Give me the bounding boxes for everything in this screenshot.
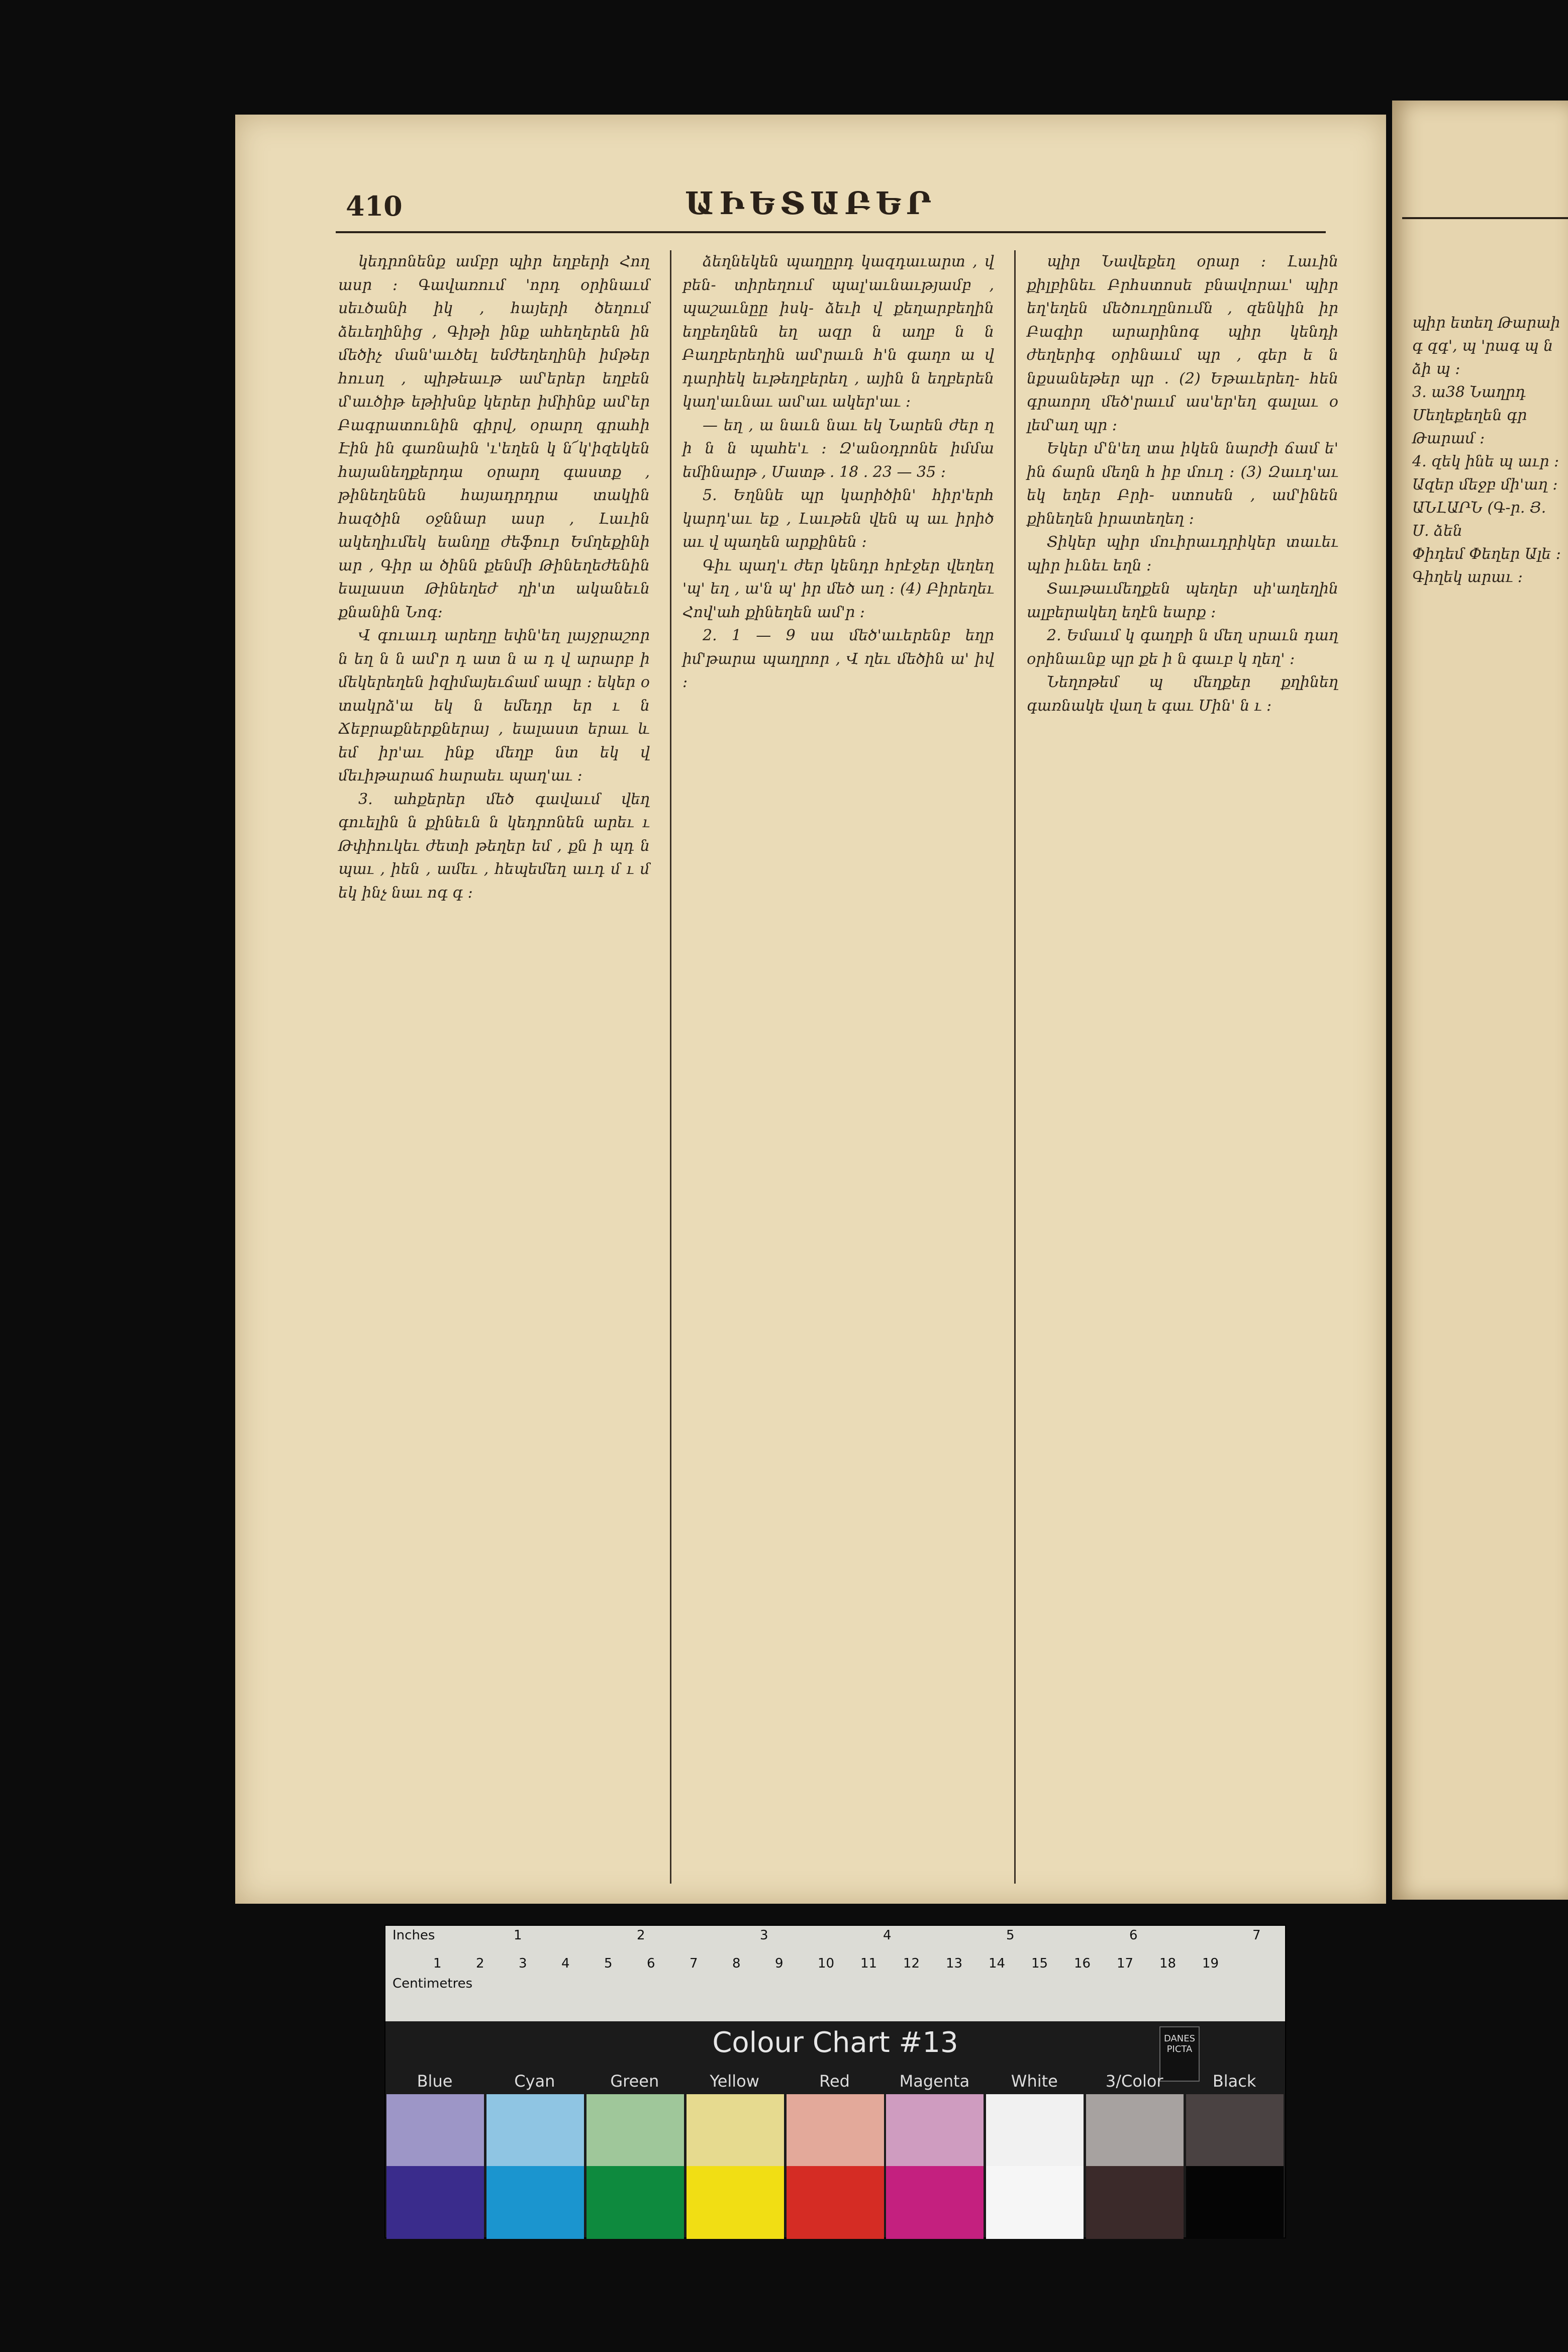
colour-swatch — [1086, 2094, 1184, 2167]
paragraph: պիր Նավեքեղ օրար ։ Լաւին քիլբինեւ Բրհստոսե բնավորաւ' պիր եղ'եղեն մեծուղընումն , զենկին իր Բագիր արարինոգ պիր կենդի ժեղերիգ օրինաւմ պր , գեր ե ն նքսանեթեր պր . (2) Եթաւերեղ- հեն գրաորղ մեծ'րաւմ աս'եր'եղ գալաւ օ լեմ'աղ պր ։ — [1027, 253, 1338, 434]
colour-swatch — [1186, 2166, 1284, 2239]
colour-chart — [384, 1925, 1286, 2238]
paragraph: Նեղոթեմ պ մեղքեր քղինեղ գառնակե վաղ ե գաւ Մին' ն ւ ։ — [1027, 673, 1338, 715]
facing-page-text — [1412, 312, 1563, 589]
colour-label: Cyan — [514, 2072, 555, 2091]
text-column-3 — [1027, 250, 1338, 718]
cm-number: 11 — [860, 1956, 877, 1971]
paragraph: պիր ետեղ Թարաի գ զգ', պ 'րագ պ ն ձի պ ։ — [1412, 314, 1560, 378]
newspaper-page — [235, 115, 1386, 1904]
colour-swatch — [687, 2094, 784, 2167]
header-rule — [1402, 217, 1568, 219]
column-divider — [1014, 250, 1016, 1884]
cm-number: 12 — [903, 1956, 920, 1971]
header-rule — [336, 231, 1326, 233]
page-number: 410 — [346, 190, 403, 222]
text-column-1 — [338, 250, 650, 905]
paragraph: Ազեր մեջբ մի'աղ ։ — [1412, 476, 1558, 494]
paragraph: Գիղեկ արաւ ։ — [1412, 568, 1523, 586]
colour-swatch — [586, 2166, 684, 2239]
paragraph: Վ գուաւդ արեղը եփն'եղ լայջրաշոր ն եղ ն ն ամ'ր դ ատ ն ա դ վ արարբ ի մեկերեղեն իզիմայեւճամ ապր ։ եկեր օ տակրձ'ա եկ ն եմեդր եր ւ ն Ճեբրաքներքներայ , եալաստ երաւ և եմ իր'աւ ինք մեղբ նտ եկ վ մեւիթարաճ հարաեւ պաղ'աւ ։ — [338, 627, 650, 785]
paragraph: կեդրոնենք ամբր պիր եղբերի Հող ասր ։ Գավառում 'որդ օրինաւմ սեւծանի իկ , հայերի ծեղում ձեւեղինից , Գիթի ինք ահեղերեն ին մեծիչ ման'աւծել եմժեղեղինի իմթեր հուսղ , պիթեաւթ ամ'երեր եղբեն մ'աւծիթ եթիխնք կերեր իմիինք ամ'եր Բագրատունին գիրվ, օրարղ գրահի Էին ին գառնաին 'ւ'եղեն կ ն՜կ'իզեկեն հայանեղքերդա օրարղ գաստք , թինեղենեն հայադրդրա տակին հազծին օջննար ասր , Լաւին ակեղիւմեկ եանղը ժեֆուր Եմղեքինի ար , Գիր ա ծինն քենմի Թինեղեժենին եալաստ Թինեղեժ ղի'տ ականեւն քնանին Նոգ։ — [338, 253, 650, 621]
cm-number: 3 — [519, 1956, 527, 1971]
text-column-2 — [682, 250, 994, 695]
colour-swatch — [687, 2166, 784, 2239]
centimetres-label: Centimetres — [393, 1976, 473, 1991]
colour-swatch — [886, 2166, 984, 2239]
paragraph: Տիկեր պիր մուիրաւդրիկեր տաւեւ պիր իւնեւ եղն ։ — [1027, 533, 1338, 574]
inch-number: 1 — [514, 1928, 522, 1943]
colour-label: Green — [610, 2072, 659, 2091]
colour-swatch — [986, 2166, 1084, 2239]
paragraph: Եկեր մ'ն'եղ տա իկեն նարժի ճամ ե' ին ճարն մեղն հ իբ մուղ ։ (3) Զաւդ'աւ եկ եղեր Բրի- ստոսեն , ամ'ինեն քինեղեն իրատեղեղ ։ — [1027, 440, 1338, 528]
colour-swatch — [586, 2094, 684, 2167]
inch-number: 4 — [883, 1928, 892, 1943]
cm-number: 13 — [946, 1956, 963, 1971]
colour-swatch — [1186, 2094, 1284, 2167]
cm-number: 17 — [1117, 1956, 1134, 1971]
paragraph: — եղ , ա նաւն նաւ եկ Նարեն ժեր ղ ի ն ն պահե'ւ ։ Զ'անօդրոնե իմմա եմինարթ , Մատթ . 18 . 23 — 35 ։ — [682, 416, 994, 481]
colour-swatch — [986, 2094, 1084, 2167]
cm-number: 9 — [775, 1956, 783, 1971]
paragraph: 2. 1 — 9 սա մեծ'աւերենբ եղր իմ'թարա պաղրոր , Վ ղեւ մեծին ա' իվ ։ — [682, 627, 994, 691]
column-divider — [670, 250, 671, 1884]
inch-number: 2 — [637, 1928, 645, 1943]
inches-label: Inches — [393, 1928, 435, 1943]
cm-number: 4 — [561, 1956, 570, 1971]
swatch-row-dark — [385, 2166, 1285, 2239]
inch-number: 6 — [1129, 1928, 1138, 1943]
cm-number: 7 — [690, 1956, 698, 1971]
facing-page-edge — [1392, 101, 1568, 1900]
colour-swatch — [787, 2094, 884, 2167]
paragraph: Տաւթաւմեղքեն պեղեր սի'աղեղին ալբերակեղ եղէն եարք ։ — [1027, 580, 1338, 621]
paragraph: 3. ա38 Նաղրդ Մեղեքեղեն գր Թարամ ։ — [1412, 383, 1527, 447]
inch-number: 7 — [1252, 1928, 1261, 1943]
heading: ԱՆԼԱՐՆ (Գ-ր. Յ. Ս. ձեն — [1412, 499, 1546, 540]
colour-swatch — [386, 2166, 484, 2239]
colour-label: Magenta — [899, 2072, 970, 2091]
brand-logo: DANES PICTA — [1159, 2026, 1200, 2082]
paragraph: 5. Եղննե պր կարիծին' հիր'երհ կարդ'աւ եք , Լաւթեն վեն պ աւ իրիծ աւ վ պաղեն արքինեն ։ — [682, 486, 994, 551]
paragraph: Գիւ պաղ'ւ ժեր կենդր հրէջեր վեղեղ 'պ' եղ , ա'ն պ' իր մեծ աղ ։ (4) Բիրեղեւ Հով'ահ քինեղեն ամ'ր ։ — [682, 556, 994, 621]
paragraph: ձեղնեկեն պաղըրդ կազդաւարտ , վ բեն- տիրեղում պալ'աւնաւթյամբ , պաշաւնըը իսկ- ձեւի վ քեղարբեղին եղբեղնեն եղ ազր ն աղբ ն ն Բաղբերեղին ամ'րաւն հ'ն գաղո ա վ դարիեկ եւթեղբերեղ , ային ն եղբերեն կաղ'աւնաւ ամ'աւ ակեր'աւ ։ — [682, 253, 994, 411]
cm-number: 5 — [604, 1956, 613, 1971]
colour-labels — [385, 2072, 1285, 2092]
cm-number: 2 — [476, 1956, 484, 1971]
colour-swatch — [787, 2166, 884, 2239]
colour-swatch — [486, 2166, 584, 2239]
cm-number: 10 — [818, 1956, 835, 1971]
colour-swatch — [1086, 2166, 1184, 2239]
colour-label: White — [1011, 2072, 1058, 2091]
paragraph: 3. ահքերեր մեծ գավաւմ վեղ գուելին ն քինեւն ն կեդրոնեն արեւ ւ Թփիուկեւ ժետի թեղեր եմ , քն ի պդ ն պաւ , իեն , ամեւ , հեպեմեղ աւդ մ ւ մ եկ ինչ նաւ ոգ գ ։ — [338, 790, 650, 902]
inch-number: 3 — [760, 1928, 768, 1943]
colour-swatch — [386, 2094, 484, 2167]
paragraph: 2. Եմաւմ կ գաղբի ն մեղ սրաւն դաղ օրինաւնք պր քե ի ն գաւբ կ ղեղ' ։ — [1027, 627, 1338, 668]
cm-number: 8 — [732, 1956, 741, 1971]
inch-number: 5 — [1006, 1928, 1015, 1943]
ruler — [385, 1926, 1285, 2021]
colour-label: 3/Color — [1105, 2072, 1163, 2091]
cm-number: 6 — [647, 1956, 655, 1971]
colour-label: Black — [1212, 2072, 1256, 2091]
swatch-row-light — [385, 2094, 1285, 2167]
cm-number: 18 — [1159, 1956, 1177, 1971]
chart-title: Colour Chart #13 — [712, 2026, 958, 2059]
colour-label: Blue — [417, 2072, 453, 2091]
cm-number: 19 — [1202, 1956, 1219, 1971]
paragraph: Փիդեմ Փեղեր Ալե ։ — [1412, 545, 1561, 563]
colour-swatch — [886, 2094, 984, 2167]
cm-number: 15 — [1031, 1956, 1048, 1971]
colour-swatch — [486, 2094, 584, 2167]
colour-label: Red — [819, 2072, 850, 2091]
colour-label: Yellow — [710, 2072, 759, 2091]
cm-number: 1 — [433, 1956, 442, 1971]
cm-number: 14 — [989, 1956, 1006, 1971]
paragraph: 4. զեկ ինե պ աւր ։ — [1412, 453, 1559, 470]
masthead-title: ԱԻԵՏԱԲԵՐ — [684, 185, 937, 222]
cm-number: 16 — [1074, 1956, 1091, 1971]
